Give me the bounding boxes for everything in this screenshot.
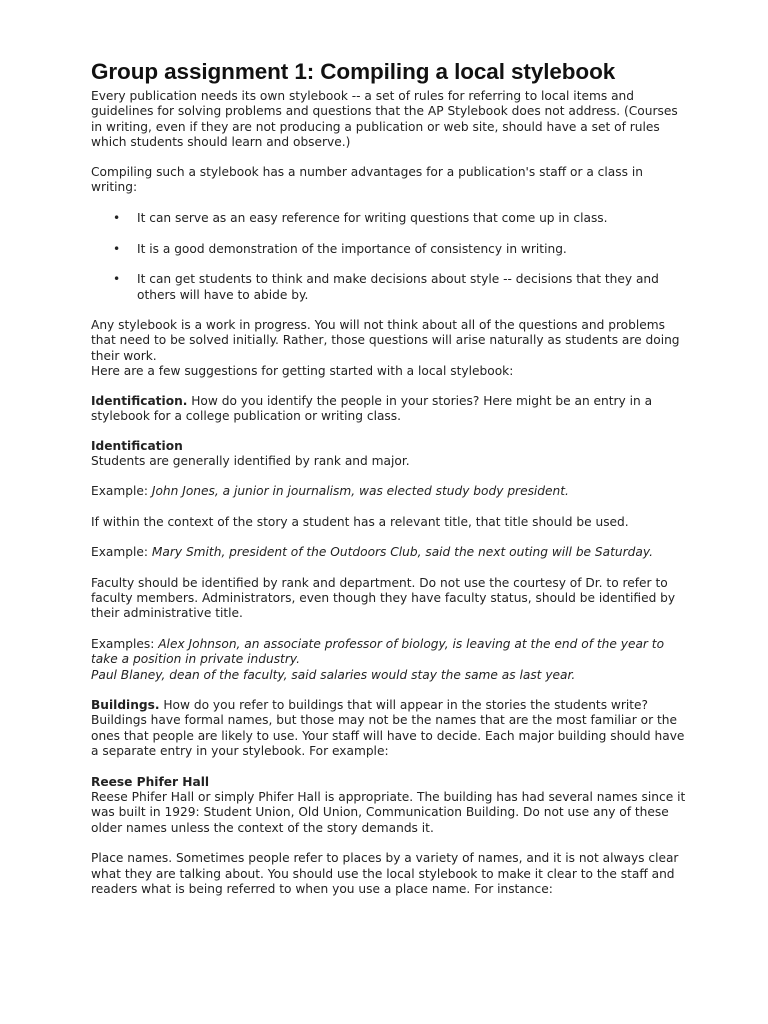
suggestions-line: Here are a few suggestions for getting started with a local stylebook: xyxy=(91,364,514,379)
examples-text: Paul Blaney, dean of the faculty, said salaries would stay the same as last year. xyxy=(91,667,576,682)
bullet-icon: • xyxy=(113,211,121,226)
list-item-text: It can serve as an easy reference for writing questions that come up in class. xyxy=(137,211,608,226)
intro-paragraph: Every publication needs its own stylebook -- a set of rules for referring to local items and guidelines for solving problems and questions that the AP Stylebook does not address. (Courses in writing, even if they are not producing a publication or web site, should have a set of rules which students should learn and observe.) xyxy=(91,89,678,150)
list-item xyxy=(91,211,691,226)
examples-label: Examples: xyxy=(91,636,159,651)
title-rule: If within the context of the story a student has a relevant title, that title should be used. xyxy=(91,514,629,529)
examples-block-2 xyxy=(91,668,691,683)
advantages-intro: Compiling such a stylebook has a number advantages for a publication's staff or a class in writing: xyxy=(91,164,643,195)
list-item-text: It is a good demonstration of the importance of consistency in writing. xyxy=(137,241,567,256)
identification-label: Identification. xyxy=(91,393,188,408)
examples-text: Alex Johnson, an associate professor of biology, is leaving at the end of the year to take a position in private industry. xyxy=(91,636,665,667)
faculty-rule: Faculty should be identified by rank and department. Do not use the courtesy of Dr. to refer to faculty members. Administrators, even though they have faculty status, should be identified by their administrative title. xyxy=(91,575,676,621)
building-heading xyxy=(91,775,691,790)
identification-heading xyxy=(91,439,691,454)
list-item xyxy=(91,272,691,303)
example-label: Example: xyxy=(91,545,152,560)
building-heading-text: Reese Phifer Hall xyxy=(91,774,210,789)
building-entry: Reese Phifer Hall or simply Phifer Hall is appropriate. The building has had several names since it was built in 1929: Student Union, Old Union, Communication Building. Do not use any of these older names unless the context of the story demands it. xyxy=(91,790,686,835)
bullet-icon: • xyxy=(113,272,121,287)
advantages-list xyxy=(91,211,691,303)
buildings-label: Buildings. xyxy=(91,697,160,712)
place-names-paragraph: Place names. Sometimes people refer to places by a variety of names, and it is not always clear what they are talking about. You should use the local stylebook to make it clear to the staff and readers what is being referred to when you use a place name. For instance: xyxy=(91,851,679,897)
list-item-text: It can get students to think and make decisions about style -- decisions that they and others will have to abide by. xyxy=(137,272,659,302)
example-2 xyxy=(91,545,691,560)
example-text: Mary Smith, president of the Outdoors Club, said the next outing will be Saturday. xyxy=(151,545,653,560)
identification-text: How do you identify the people in your stories? Here might be an entry in a stylebook for a college publication or writing class. xyxy=(91,393,653,424)
students-rule: Students are generally identified by rank and major. xyxy=(91,453,410,468)
bullet-icon: • xyxy=(113,241,121,256)
page-title: Group assignment 1: Compiling a local stylebook xyxy=(91,59,616,84)
document-page xyxy=(91,58,691,897)
example-1 xyxy=(91,484,691,499)
example-text: John Jones, a junior in journalism, was elected study body president. xyxy=(151,484,569,499)
identification-heading-text: Identification xyxy=(91,438,183,453)
buildings-paragraph xyxy=(91,698,691,760)
example-label: Example: xyxy=(91,484,152,499)
list-item xyxy=(91,242,691,257)
identification-paragraph xyxy=(91,394,691,425)
work-in-progress-paragraph: Any stylebook is a work in progress. You will not think about all of the questions and problems that need to be solved initially. Rather, those questions will arise naturally as students are doing their work. xyxy=(91,318,680,363)
buildings-text: How do you refer to buildings that will appear in the stories the students write? Buildings have formal names, but those may not be the names that are the most familiar or the ones that people are likely to use. Your staff will have to decide. Each major building should have a separate entry in your stylebook. For example: xyxy=(91,697,685,759)
examples-block xyxy=(91,637,691,668)
